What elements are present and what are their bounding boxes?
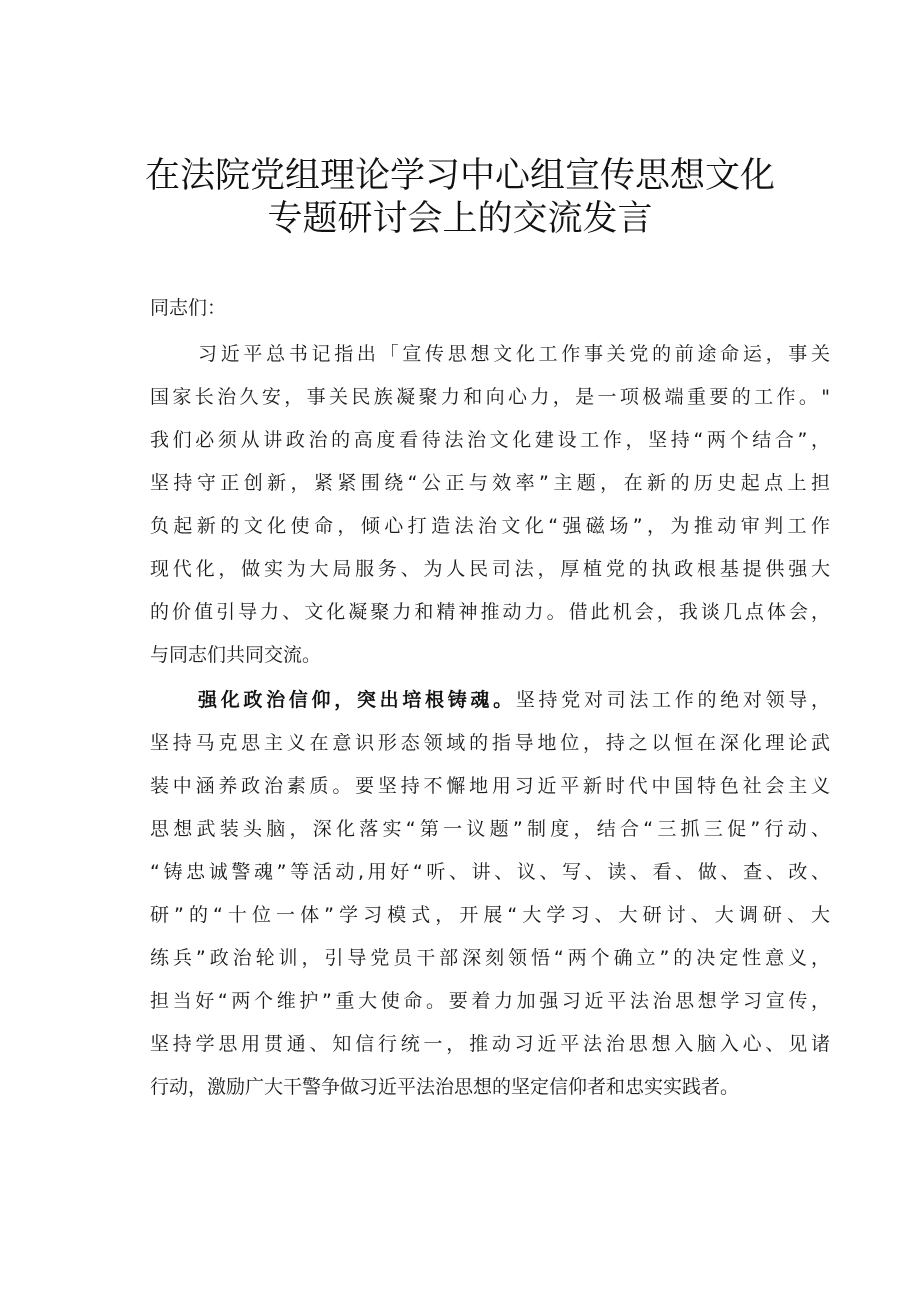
paragraph-1-line: 我们必须从讲政治的高度看待法治文化建设工作，坚持“两个结合”，	[150, 429, 830, 451]
paragraph-2-line: 坚持学思用贯通、知信行统一，推动习近平法治思想入脑入心、见诸	[150, 1033, 830, 1055]
paragraph-2-lead-heading: 强化政治信仰，突出培根铸魂。	[198, 689, 516, 711]
paragraph-1-line: 坚持守正创新，紧紧围绕“公正与效率”主题，在新的历史起点上担	[150, 472, 830, 494]
paragraph-2-line: 装中涵养政治素质。要坚持不懈地用习近平新时代中国特色社会主义	[150, 775, 830, 797]
paragraph-2-first-line-rest: 坚持党对司法工作的绝对领导，	[515, 689, 830, 711]
document-title-line-1: 在法院党组理论学习中心组宣传思想文化	[144, 156, 775, 196]
paragraph-2-line: 思想武装头脑，深化落实“第一议题”制度，结合“三抓三促”行动、	[150, 818, 830, 840]
paragraph-1-line: 负起新的文化使命，倾心打造法治文化“强磁场”，为推动审判工作	[150, 515, 830, 537]
paragraph-2-line: 坚持马克思主义在意识形态领域的指导地位，持之以恒在深化理论武	[150, 732, 830, 754]
paragraph-2-line: 研”的“十位一体”学习模式，开展“大学习、大研讨、大调研、大	[150, 904, 830, 926]
paragraph-1-line: 与同志们共同交流。	[150, 644, 322, 666]
paragraph-1-line: 的价值引导力、文化凝聚力和精神推动力。借此机会，我谈几点体会，	[150, 601, 830, 623]
paragraph-2-line: 练兵”政治轮训，引导党员干部深刻领悟“两个确立”的决定性意义，	[150, 947, 830, 969]
paragraph-2-first-line	[198, 686, 830, 714]
paragraph-1-line: 现代化，做实为大局服务、为人民司法，厚植党的执政根基提供强大	[150, 558, 830, 580]
paragraph-2-line: “铸忠诚警魂”等活动,用好“听、讲、议、写、读、看、做、查、改、	[150, 861, 830, 883]
paragraph-2-line: 行动，激励广大干警争做习近平法治思想的坚定信仰者和忠实实践者。	[150, 1076, 740, 1098]
salutation: 同志们：	[150, 297, 227, 319]
paragraph-1-line: 习近平总书记指出「宣传思想文化工作事关党的前途命运，事关	[198, 343, 830, 365]
paragraph-2-line: 担当好“两个维护”重大使命。要着力加强习近平法治思想学习宣传，	[150, 990, 830, 1012]
document-title-line-2: 专题研讨会上的交流发言	[267, 199, 653, 239]
paragraph-1-line: 国家长治久安，事关民族凝聚力和向心力，是一项极端重要的工作。"	[150, 386, 830, 408]
